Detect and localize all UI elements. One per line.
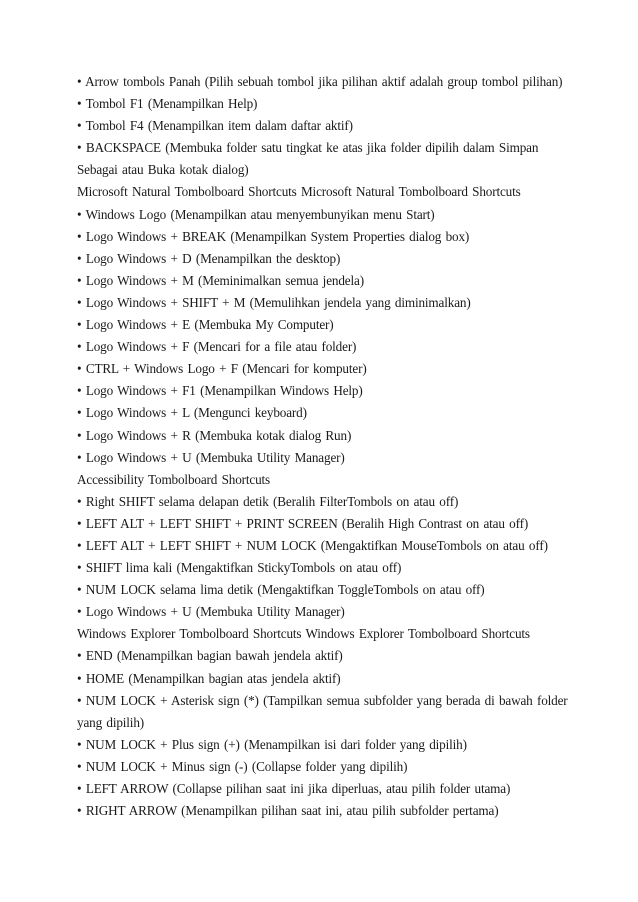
list-item: • Logo Windows + M (Meminimalkan semua jendela) — [77, 272, 364, 288]
list-item: • Logo Windows + SHIFT + M (Memulihkan jendela yang diminimalkan) — [77, 294, 471, 310]
list-item: • Right SHIFT selama delapan detik (Beralih FilterTombols on atau off) — [77, 493, 459, 509]
list-item-continuation: Sebagai atau Buka kotak dialog) — [77, 162, 249, 178]
list-item: • Tombol F1 (Menampilkan Help) — [77, 96, 258, 112]
list-item: • Windows Logo (Menampilkan atau menyembunyikan menu Start) — [77, 206, 435, 222]
section-heading: Accessibility Tombolboard Shortcuts — [77, 471, 271, 487]
list-item: • Logo Windows + F (Mencari for a file atau folder) — [77, 339, 357, 355]
list-item: • Logo Windows + L (Mengunci keyboard) — [77, 405, 307, 421]
list-item: • RIGHT ARROW (Menampilkan pilihan saat ini, atau pilih subfolder pertama) — [77, 803, 499, 819]
list-item: • Tombol F4 (Menampilkan item dalam daftar aktif) — [77, 118, 353, 134]
list-item: • LEFT ALT + LEFT SHIFT + NUM LOCK (Mengaktifkan MouseTombols on atau off) — [77, 537, 548, 553]
list-item: • NUM LOCK selama lima detik (Mengaktifkan ToggleTombols on atau off) — [77, 582, 485, 598]
document-body — [77, 71, 567, 822]
list-item-continuation: yang dipilih) — [77, 714, 145, 730]
section-heading: Microsoft Natural Tombolboard Shortcuts Microsoft Natural Tombolboard Shortcuts — [77, 184, 521, 200]
list-item: • NUM LOCK + Minus sign (-) (Collapse folder yang dipilih) — [77, 758, 408, 774]
list-item: • Logo Windows + F1 (Menampilkan Windows Help) — [77, 383, 363, 399]
list-item: • SHIFT lima kali (Mengaktifkan StickyTombols on atau off) — [77, 560, 402, 576]
list-item: • Logo Windows + BREAK (Menampilkan System Properties dialog box) — [77, 228, 470, 244]
list-item: • Logo Windows + E (Membuka My Computer) — [77, 317, 334, 333]
list-item: • NUM LOCK + Plus sign (+) (Menampilkan isi dari folder yang dipilih) — [77, 736, 467, 752]
list-item: • LEFT ALT + LEFT SHIFT + PRINT SCREEN (Beralih High Contrast on atau off) — [77, 515, 529, 531]
list-item: • CTRL + Windows Logo + F (Mencari for komputer) — [77, 361, 367, 377]
list-item: • END (Menampilkan bagian bawah jendela aktif) — [77, 648, 343, 664]
section-heading: Windows Explorer Tombolboard Shortcuts Windows Explorer Tombolboard Shortcuts — [77, 626, 530, 642]
list-item: • Logo Windows + U (Membuka Utility Manager) — [77, 449, 345, 465]
list-item: • LEFT ARROW (Collapse pilihan saat ini jika diperluas, atau pilih folder utama) — [77, 781, 511, 796]
list-item: • HOME (Menampilkan bagian atas jendela aktif) — [77, 670, 341, 686]
list-item: • Logo Windows + D (Menampilkan the desktop) — [77, 250, 341, 266]
list-item: • Arrow tombols Panah (Pilih sebuah tombol jika pilihan aktif adalah group tombol pilihan) — [77, 74, 563, 89]
list-item: • Logo Windows + U (Membuka Utility Manager) — [77, 604, 345, 620]
list-item: • BACKSPACE (Membuka folder satu tingkat ke atas jika folder dipilih dalam Simpan — [77, 140, 539, 156]
list-item: • Logo Windows + R (Membuka kotak dialog Run) — [77, 427, 352, 443]
list-item: • NUM LOCK + Asterisk sign (*) (Tampilkan semua subfolder yang berada di bawah folder — [77, 692, 568, 708]
